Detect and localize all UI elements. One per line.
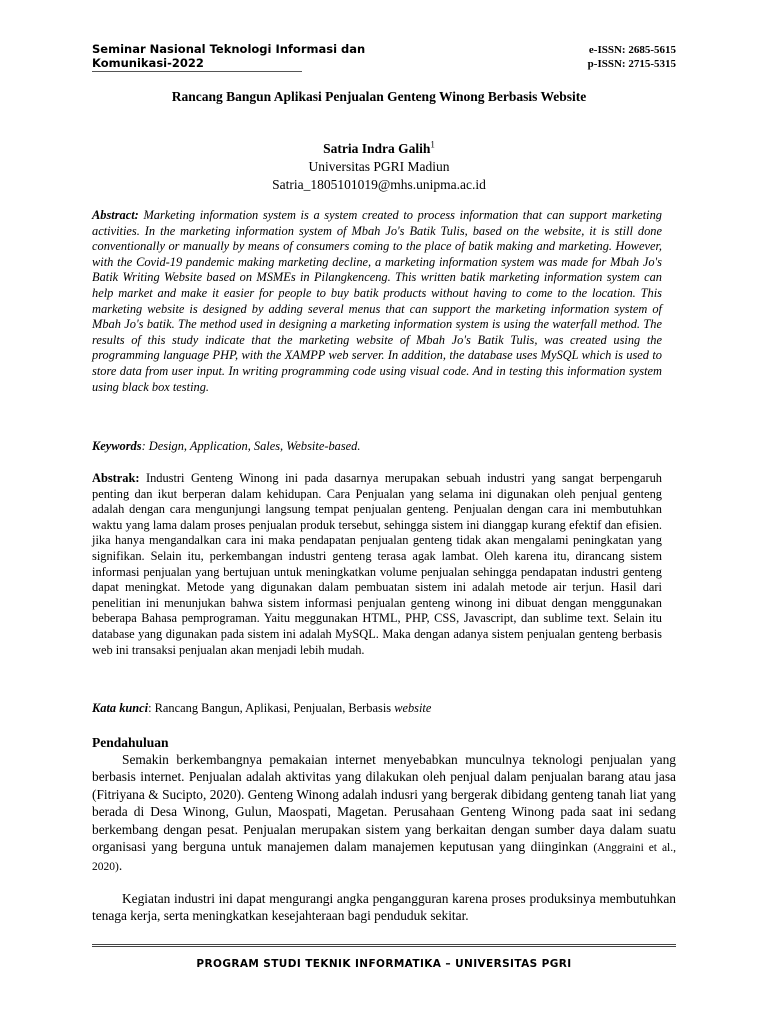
- section-heading: Pendahuluan: [92, 735, 169, 750]
- pissn: p-ISSN: 2715-5315: [587, 58, 676, 70]
- abstract-label: Abstract:: [92, 208, 139, 222]
- intro-paragraph-1: [92, 751, 676, 877]
- paper-title: Rancang Bangun Aplikasi Penjualan Genteng Winong Berbasis Website: [171, 89, 587, 104]
- author-email: Satria_1805101019@mhs.unipma.ac.id: [272, 177, 486, 192]
- abstrak-label: Abstrak:: [92, 471, 140, 485]
- issn-block: [588, 43, 676, 71]
- intro-citation: (Anggraini et al., 2020): [92, 842, 676, 874]
- author-affiliation: Universitas PGRI Madiun: [308, 159, 450, 174]
- abstract-english: [92, 208, 662, 395]
- footer-program: PROGRAM STUDI TEKNIK INFORMATIKA – UNIVERSITAS PGRI: [196, 958, 572, 970]
- eissn: e-ISSN: 2685-5615: [588, 44, 676, 56]
- footer-divider: [92, 944, 676, 947]
- keywords-english: [92, 439, 662, 455]
- intro-paragraph-1-text: Semakin berkembangnya pemakaian internet menyebabkan munculnya teknologi penjualan yang berbasis internet. Penjualan adalah aktivitas yang dilakukan oleh penjual dalam penjualan barang atau jasa (Fitriyana & Sucipto, 2020). Genteng Winong adalah indusri yang bergerak dibidang genteng tanah liat yang berada di Desa Winong, Gulun, Maospati, Magetan. Perusahaan Genteng Winong pada saat ini sedang berkembang dengan pesat. Penjualan merupakan sistem yang berkaitan dengan sumber daya dalam suatu organisasi yang berguna untuk manajemen dalam manajemen keputusan yang diinginkan: [92, 752, 676, 855]
- header-divider: [92, 71, 302, 72]
- abstract-text: Marketing information system is a system created to process information that can support marketing activities. In the marketing information system of Mbah Jo's Batik Tulis, based on the website, it is still done conventionally or manually by means of consumers coming to the place of batik making and marketing. However, with the Covid-19 pandemic making marketing decline, a marketing information system was made for Mbah Jo's Batik Writing Website based on MSMEs in Pilangkenceng. This written batik marketing information system can help market and make it easier for people to buy batik products without having to come to the location. This marketing website is designed by adding several menus that can support the marketing information system of Mbah Jo's batik. The method used in designing a marketing information system is using the waterfall method. The results of this study indicate that the marketing website of Mbah Jo's Batik Tulis, was created using the programming language PHP, with the XAMPP web server. In addition, the database uses MySQL which is used to store data from user input. In writing programming code using visual code. And in testing this information system using black box testing.: [92, 208, 662, 394]
- author-superscript: 1: [430, 139, 435, 150]
- keywords-text: : Design, Application, Sales, Website-based.: [141, 439, 361, 453]
- author-name: Satria Indra Galih: [323, 141, 431, 156]
- introduction-body: [92, 751, 676, 925]
- kata-kunci-italic-word: website: [394, 701, 432, 715]
- kata-kunci-label: Kata kunci: [92, 701, 149, 715]
- keywords-label: Keywords: [92, 439, 142, 453]
- abstrak-text: Industri Genteng Winong ini pada dasarnya merupakan sebuah industri yang sangat berpengaruh penting dan ikut berperan dalam kehidupan. Cara Penjualan yang selama ini digunakan oleh penjual genteng adalah dengan cara mengunjungi langsung tempat penjualan genteng. Penjualan dengan cara ini membutuhkan waktu yang lama dalam proses penjualan produk tersebut, sehingga sistem ini dianggap kurang efektif dan efisien. jika hanya mengandalkan cara ini maka pendapatan penjualan genteng tidak akan mengalami peningkatan yang signifikan. Selain itu, perkembangan industri genteng terasa agak lambat. Oleh karena itu, dirancang sistem informasi penjualan yang bertujuan untuk meningkatkan volume penjualan sehingga pendapatan industri genteng dapat meningkat. Metode yang digunakan dalam pembuatan sistem ini adalah metode air terjun. Hasil dari penelitian ini menunjukan bahwa sistem informasi penjualan genteng winong ini dibuat dengan menggunakan beberapa Bahasa pemprograman. Yaitu meggunakan HTML, PHP, CSS, Javascript, dan sublime text. Selain itu database yang digunakan pada sistem ini adalah MySQL. Maka dengan adanya sistem penjualan genteng berbasis web ini transaksi penjualan akan menjadi lebih mudah.: [92, 471, 662, 657]
- kata-kunci-text: : Rancang Bangun, Aplikasi, Penjualan, Berbasis: [148, 701, 395, 715]
- author-block: [92, 140, 666, 194]
- conference-name: Seminar Nasional Teknologi Informasi dan Komunikasi-2022: [92, 42, 366, 70]
- keywords-indonesian: [92, 701, 662, 717]
- intro-paragraph-2: Kegiatan industri ini dapat mengurangi angka pengangguran karena proses produksinya membutuhkan tenaga kerja, serta meningkatkan kesejahteraan bagi penduduk sekitar.: [92, 890, 676, 924]
- intro-paragraph-1-end: .: [118, 858, 123, 874]
- abstract-indonesian: [92, 471, 662, 658]
